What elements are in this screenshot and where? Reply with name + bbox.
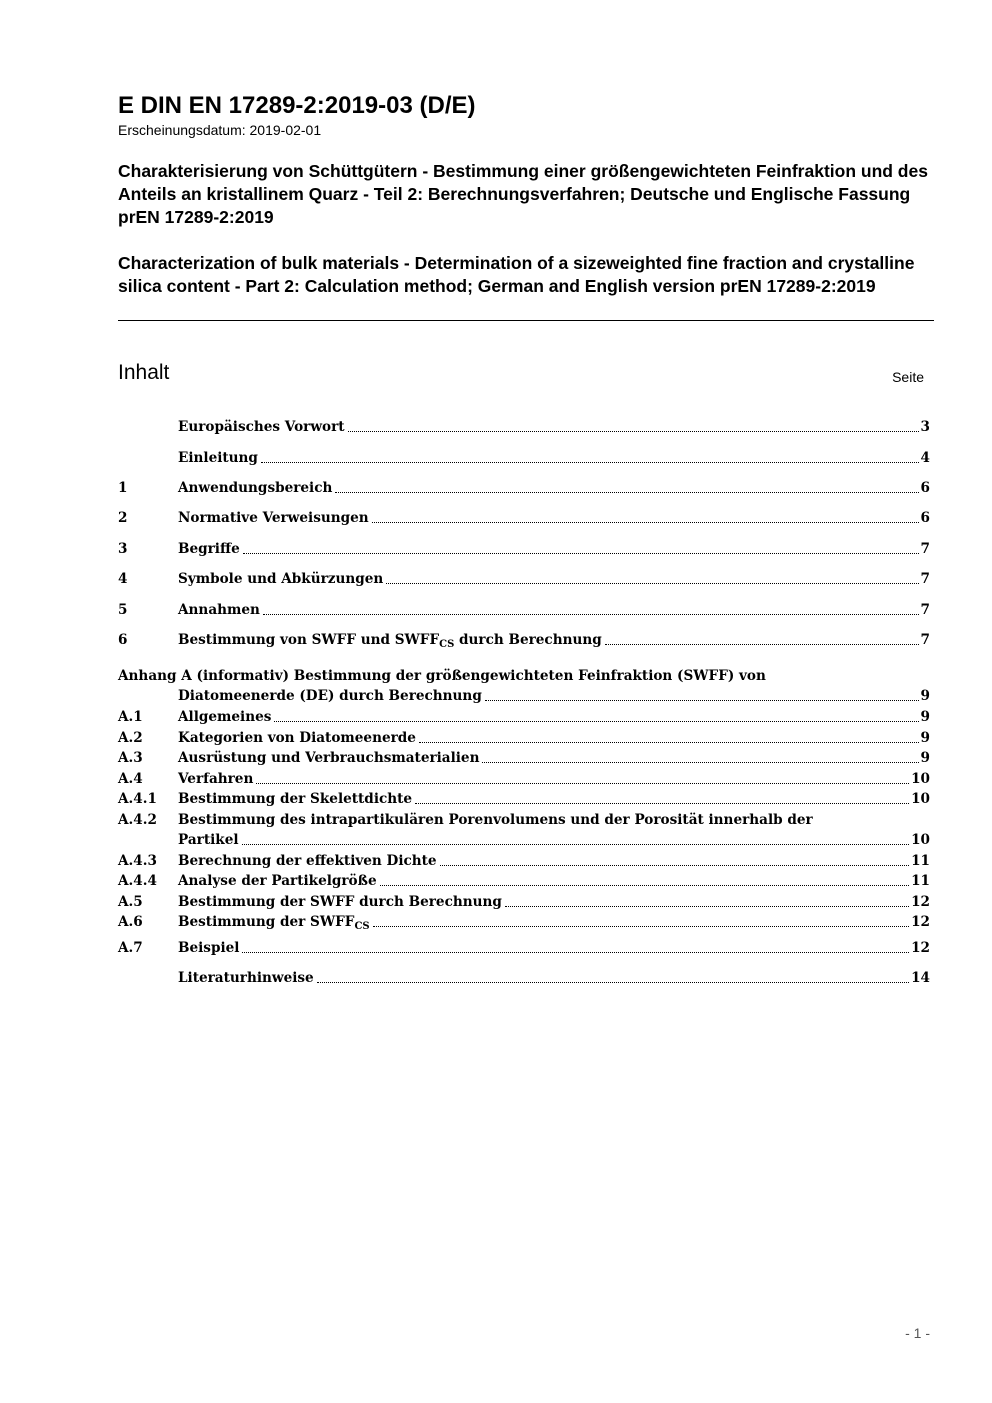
toc-entry[interactable] — [118, 748, 930, 768]
toc-entry-label — [178, 851, 437, 871]
toc-leader-dots — [485, 699, 919, 701]
toc-entry[interactable] — [118, 569, 930, 589]
toc-entry-label-text: Ausrüstung und Verbrauchsmaterialien — [178, 750, 480, 766]
toc-entry-page: 4 — [920, 450, 930, 466]
toc-entry-label — [178, 630, 602, 655]
toc-entry-label-subscript: CS — [354, 921, 370, 932]
toc-entry-page: 7 — [920, 632, 930, 648]
toc-entry-a42-line2: Partikel — [178, 832, 239, 848]
toc-entry-label — [178, 478, 332, 498]
toc-heading: Inhalt — [118, 361, 170, 384]
toc-entry[interactable] — [118, 508, 930, 528]
toc-entry-label — [178, 508, 369, 528]
toc-entry-number: 5 — [118, 602, 128, 618]
toc-leader-dots — [243, 552, 919, 554]
toc-entry-label — [178, 968, 314, 988]
toc-entry-label-text: Analyse der Partikelgröße — [178, 873, 377, 889]
toc-leader-dots — [335, 491, 918, 493]
toc-entry-page: 7 — [920, 571, 930, 587]
toc-entry-label — [178, 569, 383, 589]
toc-entry-number: A.4.2 — [118, 812, 157, 828]
publication-date: Erscheinungsdatum: 2019-02-01 — [118, 122, 322, 138]
toc-entry-label-text: Kategorien von Diatomeenerde — [178, 730, 416, 746]
toc-entry-label — [178, 448, 258, 468]
toc-entry-label-text: Bestimmung von SWFF und SWFF — [178, 632, 440, 648]
toc-entry-number: A.5 — [118, 894, 143, 910]
toc-entry-number: A.4.3 — [118, 853, 157, 869]
toc-entry-label-text: Allgemeines — [178, 709, 272, 725]
toc-leader-dots — [348, 430, 919, 432]
toc-entry-label-text: Annahmen — [178, 602, 260, 618]
toc-entry-page: 9 — [920, 730, 930, 746]
toc-entry[interactable] — [118, 600, 930, 620]
toc-leader-dots — [380, 884, 909, 886]
toc-entry-a42-line2-row[interactable] — [178, 830, 930, 850]
toc-entry[interactable] — [118, 968, 930, 988]
toc-entry-page: 6 — [920, 480, 930, 496]
toc-entry-page: 9 — [920, 750, 930, 766]
toc-entry-page: 11 — [911, 873, 930, 889]
toc-entry[interactable] — [118, 851, 930, 871]
toc-entry-page: 12 — [911, 914, 930, 930]
toc-entry-label-text: Bestimmung der SWFF durch Berechnung — [178, 894, 502, 910]
toc-entry-number: 2 — [118, 510, 128, 526]
toc-entry-label-text: Bestimmung der SWFF — [178, 914, 355, 930]
toc-entry[interactable] — [118, 912, 930, 932]
toc-entry-label-text: Literaturhinweise — [178, 970, 314, 986]
toc-entry[interactable] — [118, 478, 930, 498]
toc-entry-label — [178, 789, 412, 809]
toc-leader-dots — [415, 802, 909, 804]
toc-entry-label — [178, 539, 240, 559]
toc-annex-title-line1: Anhang A (informativ) Bestimmung der größengewichteten Feinfraktion (SWFF) von — [118, 668, 766, 684]
toc-entry-page: 7 — [920, 602, 930, 618]
toc-leader-dots — [317, 981, 909, 983]
toc-entry[interactable] — [118, 871, 930, 891]
toc-entry-label-text: Symbole und Abkürzungen — [178, 571, 384, 587]
toc-leader-dots — [256, 782, 909, 784]
toc-entry[interactable] — [118, 630, 930, 650]
toc-entry-label — [178, 769, 253, 789]
toc-entry-number: A.2 — [118, 730, 143, 746]
toc-leader-dots — [242, 843, 910, 845]
toc-leader-dots — [440, 864, 910, 866]
toc-entry-label — [178, 707, 271, 727]
title-divider — [118, 320, 934, 321]
toc-entry-label-text: Europäisches Vorwort — [178, 419, 345, 435]
toc-entry-number: A.4.4 — [118, 873, 157, 889]
toc-entry-label-text: Anwendungsbereich — [178, 480, 333, 496]
toc-entry-number: A.1 — [118, 709, 143, 725]
toc-entry-number: 1 — [118, 480, 128, 496]
toc-annex-page: 9 — [920, 688, 930, 704]
toc-entry-label — [178, 938, 239, 958]
toc-entry-page: 12 — [911, 940, 930, 956]
toc-entry-label-text: Begriffe — [178, 541, 240, 557]
toc-entry-page: 10 — [911, 832, 930, 848]
toc-entry-label-text: Bestimmung der Skelettdichte — [178, 791, 413, 807]
toc-leader-dots — [263, 613, 919, 615]
toc-leader-dots — [386, 582, 918, 584]
toc-leader-dots — [372, 521, 919, 523]
toc-entry[interactable] — [118, 417, 930, 437]
toc-entry-label — [178, 912, 370, 937]
page-number: - 1 - — [905, 1325, 930, 1341]
toc-entry-label — [178, 871, 377, 891]
toc-entry-label — [178, 892, 502, 912]
toc-entry-page: 11 — [911, 853, 930, 869]
toc-entry-label-text: Beispiel — [178, 940, 240, 956]
toc-entry-label — [178, 600, 260, 620]
toc-annex-heading[interactable] — [118, 666, 930, 686]
toc-entry-a42-line1-row[interactable] — [118, 810, 930, 830]
toc-entry-number: A.4.1 — [118, 791, 157, 807]
toc-leader-dots — [274, 720, 918, 722]
toc-entry-label-text: Normative Verweisungen — [178, 510, 369, 526]
toc-entry-number: 6 — [118, 632, 128, 648]
toc-page-column-label: Seite — [892, 369, 924, 385]
document-id: E DIN EN 17289-2:2019-03 (D/E) — [118, 92, 476, 119]
toc-entry-page: 12 — [911, 894, 930, 910]
toc-entry-page: 3 — [920, 419, 930, 435]
toc-entry-page: 7 — [920, 541, 930, 557]
toc-entry-number: A.4 — [118, 771, 143, 787]
toc-entry[interactable] — [118, 707, 930, 727]
toc-entry-page: 14 — [911, 970, 930, 986]
toc-leader-dots — [242, 951, 909, 953]
toc-leader-dots — [373, 925, 909, 927]
toc-entry-label — [178, 728, 416, 748]
toc-leader-dots — [605, 643, 919, 645]
toc-entry-number: 4 — [118, 571, 128, 587]
toc-annex-title-line2-row[interactable] — [178, 686, 930, 706]
toc-leader-dots — [482, 761, 918, 763]
toc-entry-number: A.6 — [118, 914, 143, 930]
title-english: Characterization of bulk materials - Determination of a sizeweighted fine fraction and crystalline silica content - Part 2: Calculation method; German and English version prEN 17289-2:2019 — [118, 253, 915, 296]
title-german: Charakterisierung von Schüttgütern - Bestimmung einer größengewichteten Feinfraktion und des Anteils an kristallinem Quarz - Teil 2: Berechnungsverfahren; Deutsche und Englische Fassung prEN 17289-2:2019 — [118, 161, 928, 227]
toc-entry-label — [178, 417, 345, 437]
toc-entry[interactable] — [118, 789, 930, 809]
toc-entry-label — [178, 748, 479, 768]
toc-entry-page: 10 — [911, 791, 930, 807]
toc-entry[interactable] — [118, 539, 930, 559]
toc-entry-number: A.3 — [118, 750, 143, 766]
toc-entry-a42-line1: Bestimmung des intrapartikulären Porenvolumens und der Porosität innerhalb der — [178, 812, 813, 828]
toc-entry-label-text: Verfahren — [178, 771, 254, 787]
toc-entry[interactable] — [118, 448, 930, 468]
toc-leader-dots — [505, 905, 909, 907]
toc-entry[interactable] — [118, 938, 930, 958]
toc-entry-number: 3 — [118, 541, 128, 557]
toc-leader-dots — [419, 741, 919, 743]
toc-annex-title-line2: Diatomeenerde (DE) durch Berechnung — [178, 688, 482, 704]
toc-entry-page: 6 — [920, 510, 930, 526]
toc-entry-number: A.7 — [118, 940, 143, 956]
toc-entry-page: 10 — [911, 771, 930, 787]
toc-entry-label-tail: durch Berechnung — [454, 632, 602, 648]
toc-entry-label-subscript: CS — [439, 639, 455, 650]
toc-entry[interactable] — [118, 769, 930, 789]
toc-entry[interactable] — [118, 728, 930, 748]
toc-leader-dots — [261, 461, 919, 463]
toc-entry-label-text: Einleitung — [178, 450, 258, 466]
toc-entry[interactable] — [118, 892, 930, 912]
toc-entry-label-text: Berechnung der effektiven Dichte — [178, 853, 437, 869]
toc-entry-page: 9 — [920, 709, 930, 725]
